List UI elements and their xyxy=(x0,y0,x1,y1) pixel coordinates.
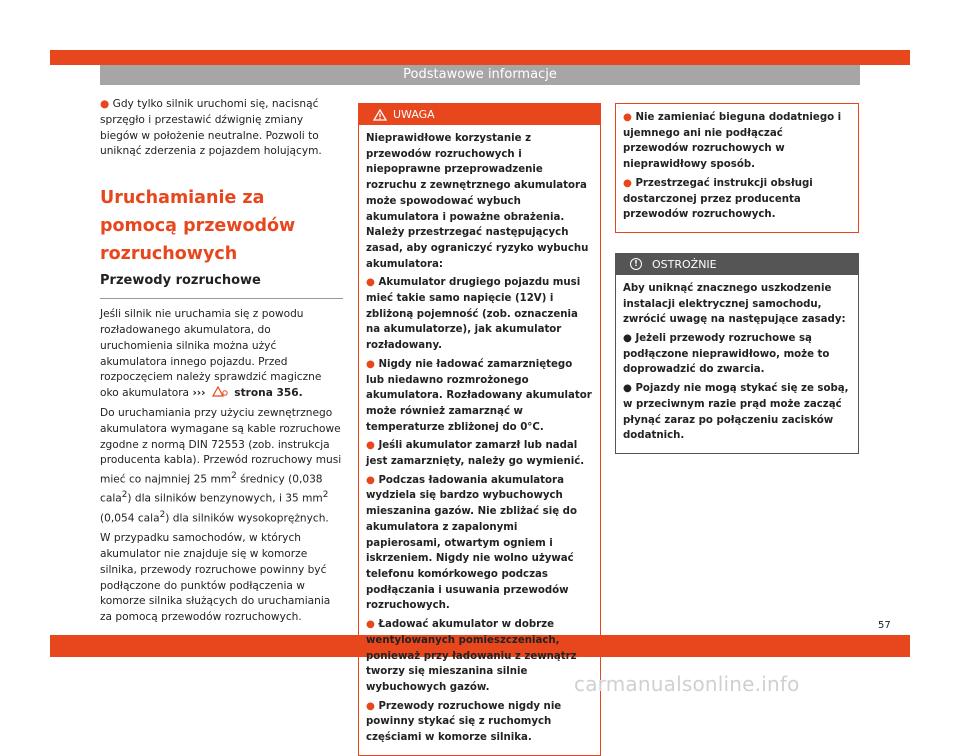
caution-label: OSTROŻNIE xyxy=(652,257,717,271)
page-number: 57 xyxy=(878,620,891,631)
warning-triangle-icon xyxy=(212,386,228,397)
paragraph-2: Do uruchamiania przy użyciu zewnętrznego akumulatora wymagane są kable rozruchowe zgodne z normą DIN 72553 (zob. instrukcja producenta kabla). Przewód rozruchowy musi mieć co najmniej 25 $mm^2$ średnicy (0,038 cala$^2$) dla silników benzynowych, i 35 $mm^2$ (0,054 cala$^2$) dla silników wysokoprężnych. xyxy=(100,406,342,525)
warning-box-continued xyxy=(615,103,859,233)
warning-label: UWAGA xyxy=(393,107,435,121)
left-column xyxy=(100,97,343,630)
paragraph-1: Jeśli silnik nie uruchamia się z powodu rozładowanego akumulatora, do uruchomienia silnika można użyć akumulatora innego pojazdu. Przed rozpoczęciem należy sprawdzić magiczne oko akumulatora ››› strona 356. xyxy=(100,308,322,400)
bullet-icon: ● xyxy=(623,177,636,189)
caution-box-header xyxy=(616,254,858,275)
caution-box xyxy=(615,253,859,454)
reference-arrow[interactable]: ››› xyxy=(192,387,206,400)
bullet-icon: ● xyxy=(366,474,379,486)
warning-item: ● Przestrzegać instrukcji obsługi dostarczonej przez producenta przewodów rozruchowych. xyxy=(623,177,813,221)
caution-item: ● Pojazdy nie mogą stykać się ze sobą, w przeciwnym razie prąd może zacząć płynąć zaraz po połączeniu zacisków dodatnich. xyxy=(623,383,849,442)
warning-item: ● Podczas ładowania akumulatora wydziela się bardzo wybuchowych mieszanina gazów. Nie zbliżać się do akumulatora z zapalonymi papierosami, otwartym ogniem i iskrzeniem. Nigdy nie wolno używać telefonu komórkowego podczas podłączania i usuwania przewodów rozruchowych. xyxy=(366,474,577,612)
watermark: carmanualsonline.info xyxy=(574,672,800,696)
warning-item: ● Nie zamieniać bieguna dodatniego i ujemnego ani nie podłączać przewodów rozruchowych w nieprawidłowy sposób. xyxy=(623,112,842,171)
caution-box-body xyxy=(616,275,858,453)
right-column xyxy=(615,103,859,454)
warning-item: ● Ładować akumulator w dobrze wentylowanych pomieszczeniach, ponieważ przy ładowaniu z zewnątrz tworzy się mieszanina silnie wybuchowych gazów. xyxy=(366,619,577,693)
bullet-icon: ● xyxy=(100,98,110,110)
bullet-icon: ● xyxy=(366,440,379,452)
bullet-icon: ● xyxy=(623,112,636,123)
warning-intro: Nieprawidłowe korzystanie z przewodów rozruchowych i niepoprawne przeprowadzenie rozruchu z zewnętrznego akumulatora może spowodować wybuch akumulatora i poważne obrażenia. Należy przestrzegać następujących zasad, aby ograniczyć ryzyko wybuchu akumulatora: xyxy=(366,133,589,270)
warning-box-header xyxy=(359,104,600,125)
caution-item: ● Jeżeli przewody rozruchowe są podłączone nieprawidłowo, może to doprowadzić do zwarcia. xyxy=(623,333,830,376)
subsection-title: Przewody rozruchowe xyxy=(100,272,343,299)
info-circle-icon: ! xyxy=(630,258,642,270)
bullet-icon: ● xyxy=(366,358,379,370)
warning-icon xyxy=(373,109,387,121)
bullet-icon: ● xyxy=(623,333,636,345)
warning-item: ● Akumulator drugiego pojazdu musi mieć takie samo napięcie (12V) i zbliżoną pojemność (zob. oznaczenia na akumulatorze), jak akumulator rozładowany. xyxy=(366,277,581,352)
paragraph-3: W przypadku samochodów, w których akumulator nie znajduje się w komorze silnika, przewody rozruchowe powinny być podłączone do punktów podłączenia w komorze silnika służących do uruchamiania za pomocą przewodów rozruchowych. xyxy=(100,532,331,624)
warning-box xyxy=(358,103,601,756)
bullet-icon: ● xyxy=(366,277,379,289)
bullet-icon: ● xyxy=(366,619,379,631)
bullet-icon: ● xyxy=(623,383,636,395)
warning-continued-body xyxy=(616,104,858,232)
page-header: Podstawowe informacje xyxy=(100,65,860,85)
section-title: Uruchamianie za pomocą przewodów rozruchowych xyxy=(100,188,296,265)
bullet-icon: ● xyxy=(366,700,379,712)
warning-item: ● Jeśli akumulator zamarzł lub nadal jest zamarznięty, należy go wymienić. xyxy=(366,440,585,468)
warning-item: ● Przewody rozruchowe nigdy nie powinny stykać się z ruchomych częściami w komorze silnika. xyxy=(366,700,562,744)
page-reference[interactable]: strona 356. xyxy=(234,387,303,400)
caution-intro: Aby uniknąć znacznego uszkodzenie instalacji elektrycznej samochodu, zwrócić uwagę na następujące zasady: xyxy=(623,282,846,326)
warning-box-body xyxy=(359,125,600,755)
intro-bullet: ● Gdy tylko silnik uruchomi się, nacisnąć sprzęgło i przestawić dźwignię zmiany biegów w położenie neutralne. Pozwoli to uniknąć zderzenia z pojazdem holującym. xyxy=(100,98,322,158)
warning-item: ● Nigdy nie ładować zamarzniętego lub niedawno rozmrożonego akumulatora. Rozładowany akumulator może również zamarznąć w temperaturze zbliżonej do 0°C. xyxy=(366,358,592,433)
